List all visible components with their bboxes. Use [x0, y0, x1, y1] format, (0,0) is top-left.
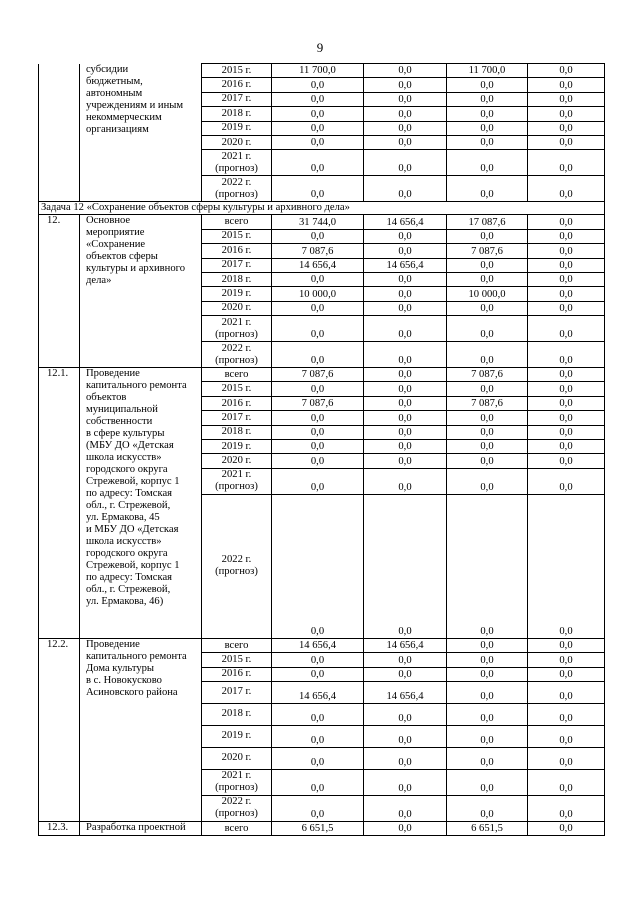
value-cell-regional: 0,0 — [447, 747, 528, 769]
period-cell: 2017 г. — [202, 92, 272, 106]
value-cell-planned: 31 744,0 — [272, 215, 364, 229]
value-cell-regional: 0,0 — [447, 150, 528, 176]
value-cell-federal: 0,0 — [364, 342, 447, 368]
value-cell-regional: 7 087,6 — [447, 368, 528, 382]
period-cell: 2019 г. — [202, 725, 272, 747]
value-cell-regional: 0,0 — [447, 638, 528, 652]
period-cell: 2019 г. — [202, 121, 272, 135]
value-cell-federal: 0,0 — [364, 468, 447, 494]
value-cell-federal: 0,0 — [364, 316, 447, 342]
value-cell-other: 0,0 — [528, 725, 605, 747]
value-cell-regional: 0,0 — [447, 176, 528, 202]
value-cell-planned: 6 651,5 — [272, 821, 364, 835]
value-cell-other: 0,0 — [528, 494, 605, 638]
item-number: 12.1. — [39, 368, 80, 639]
value-cell-federal: 0,0 — [364, 244, 447, 258]
value-cell-regional: 0,0 — [447, 78, 528, 92]
period-cell: всего — [202, 215, 272, 229]
period-cell: 2019 г. — [202, 440, 272, 454]
value-cell-other: 0,0 — [528, 244, 605, 258]
value-cell-planned: 14 656,4 — [272, 258, 364, 272]
value-cell-planned: 7 087,6 — [272, 244, 364, 258]
period-cell: 2017 г. — [202, 681, 272, 703]
period-cell: всего — [202, 638, 272, 652]
value-cell-federal: 0,0 — [364, 368, 447, 382]
value-cell-regional: 0,0 — [447, 468, 528, 494]
period-cell: 2018 г. — [202, 425, 272, 439]
value-cell-other: 0,0 — [528, 342, 605, 368]
period-cell: 2017 г. — [202, 258, 272, 272]
value-cell-planned: 0,0 — [272, 229, 364, 243]
value-cell-federal: 0,0 — [364, 653, 447, 667]
period-cell: 2020 г. — [202, 747, 272, 769]
period-cell: 2020 г. — [202, 135, 272, 149]
value-cell-federal: 0,0 — [364, 821, 447, 835]
value-cell-other: 0,0 — [528, 769, 605, 795]
value-cell-other: 0,0 — [528, 150, 605, 176]
value-cell-planned: 7 087,6 — [272, 368, 364, 382]
task-row — [39, 202, 605, 215]
value-cell-regional: 0,0 — [447, 454, 528, 468]
value-cell-other: 0,0 — [528, 638, 605, 652]
value-cell-planned: 0,0 — [272, 78, 364, 92]
period-cell: 2018 г. — [202, 272, 272, 286]
value-cell-other: 0,0 — [528, 425, 605, 439]
period-cell: 2022 г. (прогноз) — [202, 342, 272, 368]
period-cell: 2016 г. — [202, 244, 272, 258]
value-cell-federal: 0,0 — [364, 411, 447, 425]
value-cell-planned: 0,0 — [272, 382, 364, 396]
value-cell-other: 0,0 — [528, 229, 605, 243]
value-cell-planned: 0,0 — [272, 150, 364, 176]
table-row — [39, 64, 605, 78]
value-cell-planned: 10 000,0 — [272, 287, 364, 301]
value-cell-planned: 0,0 — [272, 176, 364, 202]
period-cell: всего — [202, 368, 272, 382]
value-cell-regional: 0,0 — [447, 795, 528, 821]
period-cell: 2017 г. — [202, 411, 272, 425]
value-cell-other: 0,0 — [528, 681, 605, 703]
value-cell-regional: 0,0 — [447, 135, 528, 149]
value-cell-federal: 0,0 — [364, 78, 447, 92]
item-number: 12. — [39, 215, 80, 368]
period-cell: 2015 г. — [202, 653, 272, 667]
item-number: 12.2. — [39, 638, 80, 821]
period-cell: 2015 г. — [202, 382, 272, 396]
period-cell: 2022 г. (прогноз) — [202, 176, 272, 202]
value-cell-regional: 0,0 — [447, 725, 528, 747]
period-cell: 2019 г. — [202, 287, 272, 301]
table-row — [39, 368, 605, 382]
value-cell-planned: 14 656,4 — [272, 638, 364, 652]
value-cell-other: 0,0 — [528, 92, 605, 106]
value-cell-federal: 0,0 — [364, 135, 447, 149]
period-cell: 2016 г. — [202, 396, 272, 410]
period-cell: 2016 г. — [202, 667, 272, 681]
value-cell-planned: 0,0 — [272, 795, 364, 821]
value-cell-federal: 0,0 — [364, 747, 447, 769]
item-name: Проведение капитального ремонта Дома культуры в с. Новокусково Асиновского района — [80, 638, 202, 821]
item-name: Разработка проектной — [80, 821, 202, 835]
value-cell-regional: 7 087,6 — [447, 396, 528, 410]
value-cell-planned: 0,0 — [272, 440, 364, 454]
value-cell-other: 0,0 — [528, 107, 605, 121]
value-cell-other: 0,0 — [528, 440, 605, 454]
budget-table — [38, 63, 605, 836]
value-cell-planned: 0,0 — [272, 703, 364, 725]
value-cell-federal: 0,0 — [364, 454, 447, 468]
value-cell-planned: 0,0 — [272, 454, 364, 468]
value-cell-federal: 0,0 — [364, 92, 447, 106]
value-cell-other: 0,0 — [528, 667, 605, 681]
value-cell-regional: 0,0 — [447, 258, 528, 272]
value-cell-planned: 0,0 — [272, 747, 364, 769]
value-cell-other: 0,0 — [528, 468, 605, 494]
value-cell-regional: 0,0 — [447, 681, 528, 703]
value-cell-other: 0,0 — [528, 301, 605, 315]
value-cell-federal: 0,0 — [364, 440, 447, 454]
value-cell-regional: 6 651,5 — [447, 821, 528, 835]
value-cell-federal: 0,0 — [364, 396, 447, 410]
value-cell-planned: 0,0 — [272, 272, 364, 286]
table-row — [39, 821, 605, 835]
value-cell-regional: 0,0 — [447, 411, 528, 425]
value-cell-regional: 0,0 — [447, 272, 528, 286]
value-cell-planned: 0,0 — [272, 653, 364, 667]
value-cell-other: 0,0 — [528, 272, 605, 286]
value-cell-planned: 11 700,0 — [272, 64, 364, 78]
period-cell: 2016 г. — [202, 78, 272, 92]
value-cell-other: 0,0 — [528, 653, 605, 667]
value-cell-planned: 0,0 — [272, 667, 364, 681]
value-cell-federal: 0,0 — [364, 382, 447, 396]
value-cell-regional: 0,0 — [447, 653, 528, 667]
value-cell-regional: 11 700,0 — [447, 64, 528, 78]
value-cell-federal: 0,0 — [364, 287, 447, 301]
value-cell-federal: 0,0 — [364, 703, 447, 725]
value-cell-planned: 0,0 — [272, 121, 364, 135]
table-row — [39, 638, 605, 652]
task-heading: Задача 12 «Сохранение объектов сферы культуры и архивного дела» — [39, 202, 605, 215]
value-cell-other: 0,0 — [528, 316, 605, 342]
value-cell-regional: 0,0 — [447, 229, 528, 243]
value-cell-other: 0,0 — [528, 215, 605, 229]
value-cell-planned: 0,0 — [272, 135, 364, 149]
value-cell-federal: 14 656,4 — [364, 681, 447, 703]
value-cell-other: 0,0 — [528, 821, 605, 835]
value-cell-regional: 0,0 — [447, 121, 528, 135]
value-cell-federal: 0,0 — [364, 795, 447, 821]
value-cell-regional: 0,0 — [447, 703, 528, 725]
value-cell-regional: 0,0 — [447, 342, 528, 368]
value-cell-planned: 0,0 — [272, 92, 364, 106]
period-cell: 2021 г. (прогноз) — [202, 150, 272, 176]
period-cell: 2015 г. — [202, 229, 272, 243]
value-cell-planned: 0,0 — [272, 494, 364, 638]
value-cell-other: 0,0 — [528, 121, 605, 135]
value-cell-other: 0,0 — [528, 454, 605, 468]
value-cell-regional: 0,0 — [447, 92, 528, 106]
period-cell: 2021 г. (прогноз) — [202, 316, 272, 342]
value-cell-federal: 0,0 — [364, 229, 447, 243]
value-cell-planned: 0,0 — [272, 425, 364, 439]
value-cell-federal: 0,0 — [364, 301, 447, 315]
value-cell-federal: 0,0 — [364, 176, 447, 202]
period-cell: 2015 г. — [202, 64, 272, 78]
value-cell-regional: 0,0 — [447, 301, 528, 315]
period-cell: 2018 г. — [202, 107, 272, 121]
value-cell-planned: 0,0 — [272, 468, 364, 494]
value-cell-other: 0,0 — [528, 747, 605, 769]
value-cell-regional: 0,0 — [447, 667, 528, 681]
page-number: 9 — [316, 40, 324, 55]
value-cell-regional: 7 087,6 — [447, 244, 528, 258]
value-cell-other: 0,0 — [528, 135, 605, 149]
value-cell-other: 0,0 — [528, 78, 605, 92]
value-cell-regional: 0,0 — [447, 494, 528, 638]
value-cell-planned: 0,0 — [272, 725, 364, 747]
value-cell-regional: 0,0 — [447, 440, 528, 454]
value-cell-federal: 14 656,4 — [364, 638, 447, 652]
value-cell-federal: 14 656,4 — [364, 258, 447, 272]
value-cell-regional: 0,0 — [447, 382, 528, 396]
value-cell-other: 0,0 — [528, 64, 605, 78]
value-cell-other: 0,0 — [528, 176, 605, 202]
value-cell-planned: 0,0 — [272, 411, 364, 425]
period-cell: 2018 г. — [202, 703, 272, 725]
value-cell-regional: 10 000,0 — [447, 287, 528, 301]
period-cell: 2022 г. (прогноз) — [202, 795, 272, 821]
period-cell: 2021 г. (прогноз) — [202, 769, 272, 795]
item-name: Основное мероприятие «Сохранение объектов сферы культуры и архивного дела» — [80, 215, 202, 368]
value-cell-federal: 0,0 — [364, 769, 447, 795]
value-cell-other: 0,0 — [528, 411, 605, 425]
period-cell: 2020 г. — [202, 454, 272, 468]
value-cell-planned: 0,0 — [272, 107, 364, 121]
item-number: 12.3. — [39, 821, 80, 835]
value-cell-regional: 0,0 — [447, 316, 528, 342]
value-cell-federal: 0,0 — [364, 107, 447, 121]
value-cell-other: 0,0 — [528, 703, 605, 725]
period-cell: 2021 г. (прогноз) — [202, 468, 272, 494]
table-row — [39, 215, 605, 229]
value-cell-planned: 14 656,4 — [272, 681, 364, 703]
value-cell-regional: 0,0 — [447, 107, 528, 121]
value-cell-other: 0,0 — [528, 287, 605, 301]
value-cell-planned: 0,0 — [272, 316, 364, 342]
value-cell-federal: 0,0 — [364, 64, 447, 78]
item-name: Проведение капитального ремонта объектов муниципальной собственности в сфере культуры (МБУ ДО «Детская школа искусств» городского округа Стрежевой, корпус 1 по адресу: Томская обл., г. Стрежевой, ул. Ермакова, 45 и МБУ ДО «Детская школа искусств» городского округа Стрежевой, корпус 1 по адресу: Томская обл., г. Стрежевой, ул. Ермакова, 46) — [80, 368, 202, 639]
value-cell-federal: 14 656,4 — [364, 215, 447, 229]
value-cell-planned: 7 087,6 — [272, 396, 364, 410]
value-cell-other: 0,0 — [528, 258, 605, 272]
value-cell-regional: 0,0 — [447, 769, 528, 795]
value-cell-federal: 0,0 — [364, 667, 447, 681]
value-cell-regional: 17 087,6 — [447, 215, 528, 229]
period-cell: 2020 г. — [202, 301, 272, 315]
value-cell-other: 0,0 — [528, 795, 605, 821]
value-cell-federal: 0,0 — [364, 425, 447, 439]
value-cell-federal: 0,0 — [364, 150, 447, 176]
value-cell-federal: 0,0 — [364, 725, 447, 747]
value-cell-regional: 0,0 — [447, 425, 528, 439]
value-cell-other: 0,0 — [528, 396, 605, 410]
item-number — [39, 64, 80, 202]
value-cell-federal: 0,0 — [364, 272, 447, 286]
period-cell: 2022 г. (прогноз) — [202, 494, 272, 638]
value-cell-other: 0,0 — [528, 368, 605, 382]
value-cell-planned: 0,0 — [272, 301, 364, 315]
value-cell-planned: 0,0 — [272, 342, 364, 368]
value-cell-federal: 0,0 — [364, 494, 447, 638]
value-cell-federal: 0,0 — [364, 121, 447, 135]
value-cell-planned: 0,0 — [272, 769, 364, 795]
item-name: субсидии бюджетным, автономным учреждениям и иным некоммерческим организациям — [80, 64, 202, 202]
value-cell-other: 0,0 — [528, 382, 605, 396]
period-cell: всего — [202, 821, 272, 835]
